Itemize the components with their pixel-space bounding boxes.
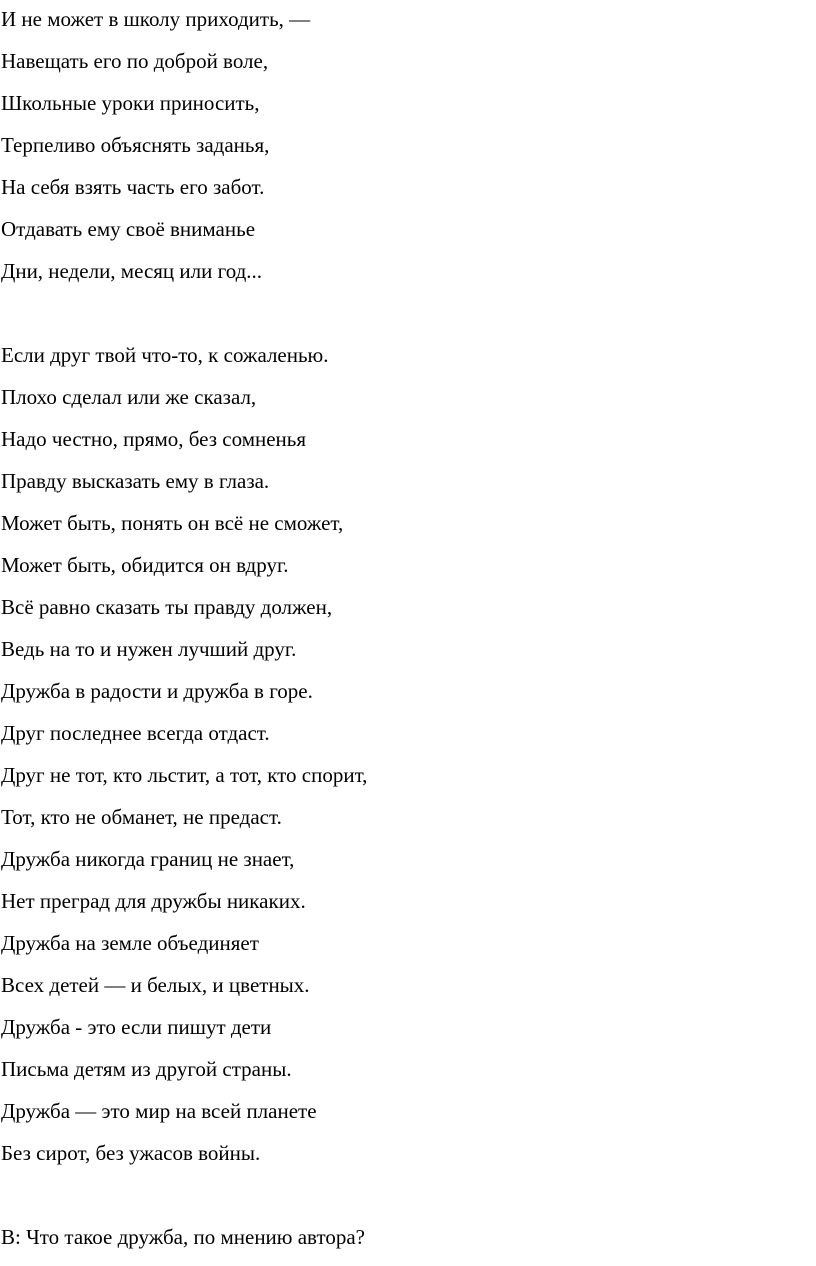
poem-line: Дружба на земле объединяет (1, 931, 259, 955)
poem-line: Плохо сделал или же сказал, (1, 385, 257, 409)
poem-line: Тот, кто не обманет, не предаст. (1, 805, 282, 829)
poem-line: Всё равно сказать ты правду должен, (1, 595, 333, 619)
poem-line: Дружба в радости и дружба в горе. (1, 679, 313, 703)
poem-line: На себя взять часть его забот. (1, 175, 265, 199)
poem-line: Школьные уроки приносить, (1, 91, 260, 115)
poem-line: Без сирот, без ужасов войны. (1, 1141, 261, 1165)
question-text: В: Что такое дружба, по мнению автора? (1, 1225, 365, 1249)
poem-line: Письма детям из другой страны. (1, 1057, 292, 1081)
poem-line: И не может в школу приходить, — (1, 7, 311, 31)
poem-line: Может быть, обидится он вдруг. (1, 553, 289, 577)
poem-line: Отдавать ему своё вниманье (1, 217, 256, 241)
poem-line: Может быть, понять он всё не сможет, (1, 511, 344, 535)
poem-line: Дружба — это мир на всей планете (1, 1099, 317, 1123)
poem-line: Дни, недели, месяц или год... (1, 259, 263, 283)
poem-line: Дружба - это если пишут дети (1, 1015, 272, 1039)
poem-line: Ведь на то и нужен лучший друг. (1, 637, 297, 661)
poem-line: Терпеливо объяснять заданья, (1, 133, 270, 157)
poem-line: Навещать его по доброй воле, (1, 49, 269, 73)
poem-line: Дружба никогда границ не знает, (1, 847, 295, 871)
poem-line: Правду высказать ему в глаза. (1, 469, 270, 493)
poem-line: Надо честно, прямо, без сомненья (1, 427, 307, 451)
poem-line: Всех детей — и белых, и цветных. (1, 973, 310, 997)
poem-line: Если друг твой что-то, к сожаленью. (1, 343, 329, 367)
poem-line: Друг не тот, кто льстит, а тот, кто спорит, (1, 763, 368, 787)
poem-line: Друг последнее всегда отдаст. (1, 721, 270, 745)
poem-line: Нет преград для дружбы никаких. (1, 889, 306, 913)
